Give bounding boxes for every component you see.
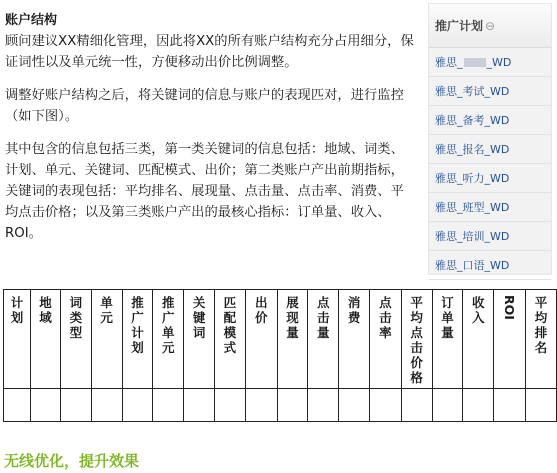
- campaign-sidebar-header[interactable]: [429, 4, 551, 48]
- table-header-label: 词类型: [69, 295, 83, 340]
- table-cell: [153, 389, 184, 422]
- table-header-cell: [463, 290, 494, 389]
- paragraph-2: 调整好账户结构之后，将关键词的信息与账户的表现匹对，进行监控（如下图）。: [5, 88, 404, 124]
- campaign-item-label: 雅思_培训_WD: [435, 230, 510, 243]
- paragraph-1: 顾问建议XX精细化管理，因此将XX的所有账户结构充分占用细分，保证词性以及单元统一性，方便移动出价比例调整。: [5, 34, 414, 70]
- campaign-item[interactable]: [429, 77, 551, 106]
- table-header-label: 出价: [254, 295, 268, 325]
- redacted-mask: [464, 58, 486, 67]
- table-header-cell: [4, 290, 31, 389]
- campaign-item-label: 雅思_备考_WD: [435, 114, 510, 127]
- table-header-label: ROI: [502, 295, 518, 320]
- section-heading: 账户结构: [5, 13, 58, 28]
- table-header-label: 匹配模式: [223, 295, 237, 355]
- table-header-cell: [153, 290, 184, 389]
- campaign-list: [429, 48, 551, 280]
- paragraph-3: 其中包含的信息包括三类，第一类关键词的信息包括：地域、词类、计划、单元、关键词、匹配模式、出价；第二类账户产出前期指标，关键词的表现包括：平均排名、展现量、点击量、点击率、消费、平均点击价格；以及第三类账户产出的最核心指标：订单量、收入、ROI。: [5, 142, 404, 241]
- table-header-cell: [339, 290, 370, 389]
- table-header-cell: [526, 290, 557, 389]
- section-title-wireless: 无线优化，提升效果: [4, 452, 140, 470]
- campaign-item[interactable]: [429, 193, 551, 222]
- table-header-label: 推广计划: [131, 295, 144, 355]
- table-cell: [370, 389, 402, 422]
- article: [5, 10, 415, 256]
- table-cell: [245, 389, 277, 422]
- campaign-item[interactable]: [429, 106, 551, 135]
- campaign-item[interactable]: [429, 164, 551, 193]
- table-header-cell: [277, 290, 308, 389]
- table-cell: [184, 389, 215, 422]
- table-cell: [526, 389, 557, 422]
- table-cell: [215, 389, 246, 422]
- table-header-label: 展现量: [286, 295, 299, 340]
- table-header-cell: [31, 290, 61, 389]
- table-cell: [339, 389, 370, 422]
- table-cell: [463, 389, 494, 422]
- campaign-item-label: 雅思_听力_WD: [435, 172, 510, 185]
- table-cell: [91, 389, 122, 422]
- campaign-item[interactable]: [429, 222, 551, 251]
- campaign-item[interactable]: [429, 48, 551, 77]
- table-header-cell: [308, 290, 339, 389]
- table-header-label: 点击率: [379, 295, 392, 340]
- table-header-cell: [494, 290, 526, 389]
- table-cell: [432, 389, 463, 422]
- table-cell: [122, 389, 153, 422]
- table-header-label: 单元: [100, 295, 113, 325]
- table-cell: [308, 389, 339, 422]
- collapse-icon[interactable]: ⊖: [485, 18, 496, 33]
- table-header-label: 平均排名: [534, 295, 548, 355]
- campaign-item-label: 雅思_: [435, 56, 463, 69]
- table-header-label: 点击量: [317, 295, 330, 340]
- table-header-cell: [215, 290, 246, 389]
- table-header-label: 订单量: [441, 295, 454, 340]
- campaign-sidebar: [428, 3, 552, 275]
- table-header-cell: [401, 290, 432, 389]
- keyword-report-table: [3, 289, 557, 422]
- table-header-cell: [432, 290, 463, 389]
- table-header-row: [4, 290, 557, 389]
- table-header-label: 消费: [347, 295, 361, 325]
- table-cell: [31, 389, 61, 422]
- table-header-label: 推广单元: [162, 295, 175, 355]
- table-cell: [4, 389, 31, 422]
- table-cell: [60, 389, 91, 422]
- campaign-item-label: 雅思_口语_WD: [435, 259, 510, 272]
- table-header-cell: [122, 290, 153, 389]
- table-header-cell: [370, 290, 402, 389]
- table-header-label: 关键词: [192, 295, 206, 340]
- table-cell: [494, 389, 526, 422]
- table-header-cell: [60, 290, 91, 389]
- campaign-item-label: 雅思_报名_WD: [435, 143, 510, 156]
- table-header-cell: [91, 290, 122, 389]
- campaign-item[interactable]: [429, 251, 551, 280]
- campaign-sidebar-title: 推广计划: [435, 19, 484, 33]
- table-cell: [401, 389, 432, 422]
- table-cell: [277, 389, 308, 422]
- campaign-item-suffix: _WD: [486, 55, 512, 69]
- campaign-item[interactable]: [429, 135, 551, 164]
- campaign-item-label: 雅思_班型_WD: [435, 201, 510, 214]
- table-header-label: 地域: [39, 295, 52, 325]
- table-header-cell: [184, 290, 215, 389]
- table-header-cell: [245, 290, 277, 389]
- table-row: [4, 389, 557, 422]
- campaign-item-label: 雅思_考试_WD: [435, 85, 510, 98]
- table-header-label: 计划: [10, 295, 24, 325]
- table-header-label: 平均点击价格: [410, 295, 423, 385]
- table-header-label: 收入: [472, 295, 485, 325]
